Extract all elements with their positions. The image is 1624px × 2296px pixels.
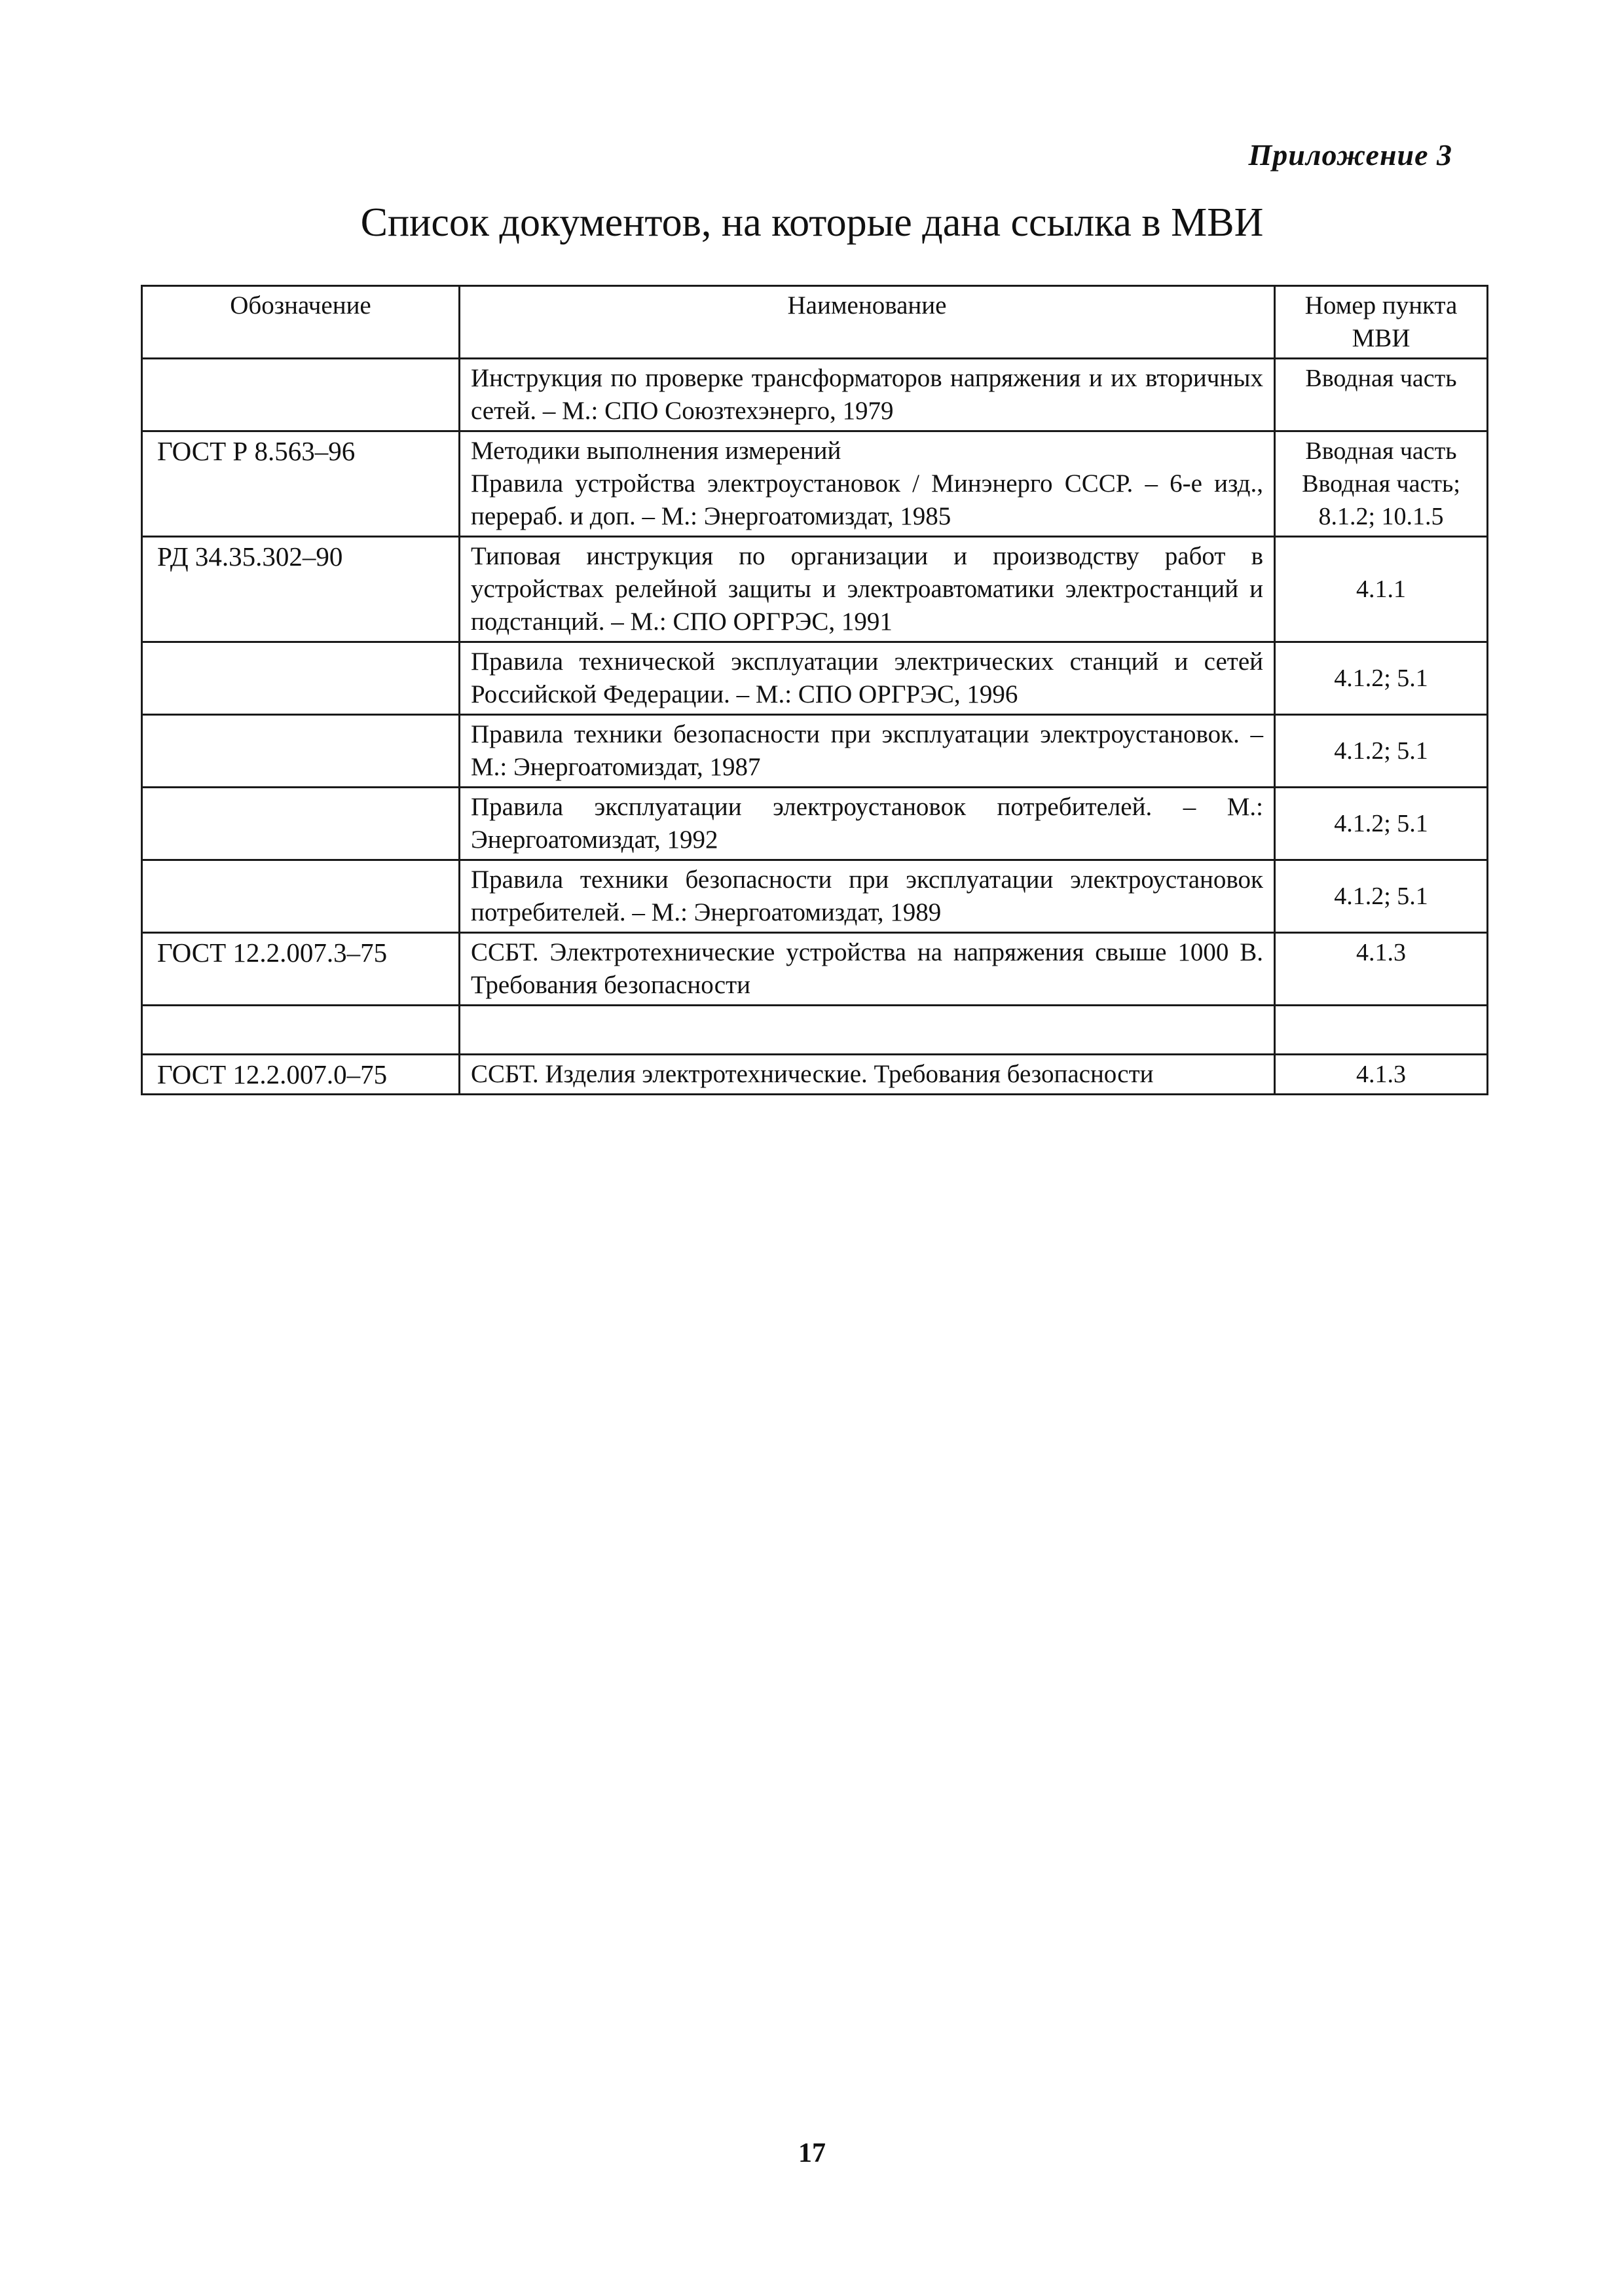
name-cell	[460, 1055, 1275, 1095]
designation-cell	[142, 359, 460, 431]
clause-number: 4.1.2; 5.1	[1334, 810, 1428, 837]
document-name: Правила техники безопасности при эксплуатации электроустановок. – М.: Энергоатомиздат, 1987	[471, 720, 1263, 781]
references-table	[141, 285, 1488, 1095]
clause-number: Вводная часть	[1305, 437, 1457, 465]
name-cell	[460, 537, 1275, 642]
name-cell	[460, 359, 1275, 431]
clause-number: 4.1.2; 5.1	[1334, 737, 1428, 765]
name-column-header: Наименование	[460, 286, 1275, 359]
clause-number: 4.1.3	[1356, 939, 1406, 966]
name-cell	[460, 933, 1275, 1006]
table-row	[142, 431, 1488, 537]
document-name: Правила техники безопасности при эксплуатации электроустановок потребителей. – М.: Энергоатомиздат, 1989	[471, 866, 1263, 926]
name-cell	[460, 642, 1275, 715]
designation-cell	[142, 860, 460, 933]
spacer-cell	[460, 1006, 1275, 1055]
table-row	[142, 933, 1488, 1006]
designation-cell: ГОСТ 12.2.007.0–75	[142, 1055, 460, 1095]
table-row	[142, 715, 1488, 788]
clause-cell	[1275, 1055, 1488, 1095]
clause-cell	[1275, 537, 1488, 642]
clause-number: Вводная часть; 8.1.2; 10.1.5	[1302, 470, 1460, 530]
clause-cell	[1275, 715, 1488, 788]
designation-cell: ГОСТ Р 8.563–96	[142, 431, 460, 537]
designation-cell	[142, 715, 460, 788]
name-cell	[460, 431, 1275, 537]
document-name: Правила эксплуатации электроустановок потребителей. – М.: Энергоатомиздат, 1992	[471, 793, 1263, 854]
document-name: ССБТ. Электротехнические устройства на напряжения свыше 1000 В. Требования безопасности	[471, 938, 1263, 999]
table-header-row	[142, 286, 1488, 359]
table-row	[142, 537, 1488, 642]
page-title: Список документов, на которые дана ссылка в МВИ	[360, 200, 1264, 245]
table-row	[142, 860, 1488, 933]
clause-cell	[1275, 860, 1488, 933]
name-cell	[460, 860, 1275, 933]
clause-number: 4.1.1	[1356, 575, 1406, 603]
document-name: Методики выполнения измерений	[471, 437, 841, 465]
designation-cell	[142, 788, 460, 860]
clause-number: 4.1.2; 5.1	[1334, 665, 1428, 692]
clause-cell	[1275, 642, 1488, 715]
designation-cell	[142, 642, 460, 715]
clause-cell	[1275, 431, 1488, 537]
clause-column-header: Номер пункта МВИ	[1275, 286, 1488, 359]
spacer-cell	[1275, 1006, 1488, 1055]
clause-cell	[1275, 359, 1488, 431]
page-number: 17	[798, 2138, 826, 2168]
table-row	[142, 1055, 1488, 1095]
document-name: ССБТ. Изделия электротехнические. Требования безопасности	[471, 1060, 1154, 1088]
name-cell	[460, 715, 1275, 788]
document-name: Типовая инструкция по организации и производству работ в устройствах релейной защиты и электроавтоматики электростанций и подстанций. – М.: СПО ОРГРЭС, 1991	[471, 542, 1263, 636]
designation-cell: ГОСТ 12.2.007.3–75	[142, 933, 460, 1006]
clause-number: Вводная часть	[1305, 365, 1457, 392]
table-row	[142, 359, 1488, 431]
clause-cell	[1275, 788, 1488, 860]
designation-cell: РД 34.35.302–90	[142, 537, 460, 642]
designation-column-header: Обозначение	[142, 286, 460, 359]
table-spacer-row	[142, 1006, 1488, 1055]
clause-number: 4.1.2; 5.1	[1334, 883, 1428, 910]
document-name: Правила устройства электроустановок / Минэнерго СССР. – 6-е изд., перераб. и доп. – М.: Энергоатомиздат, 1985	[471, 469, 1263, 530]
clause-cell	[1275, 933, 1488, 1006]
document-name: Правила технической эксплуатации электрических станций и сетей Российской Федерации. – М.: СПО ОРГРЭС, 1996	[471, 647, 1263, 708]
table-row	[142, 788, 1488, 860]
document-name: Инструкция по проверке трансформаторов напряжения и их вторичных сетей. – М.: СПО Союзтехэнерго, 1979	[471, 364, 1263, 425]
spacer-cell	[142, 1006, 460, 1055]
clause-number: 4.1.3	[1356, 1061, 1406, 1088]
appendix-label: Приложение 3	[1248, 138, 1452, 172]
table-row	[142, 642, 1488, 715]
name-cell	[460, 788, 1275, 860]
